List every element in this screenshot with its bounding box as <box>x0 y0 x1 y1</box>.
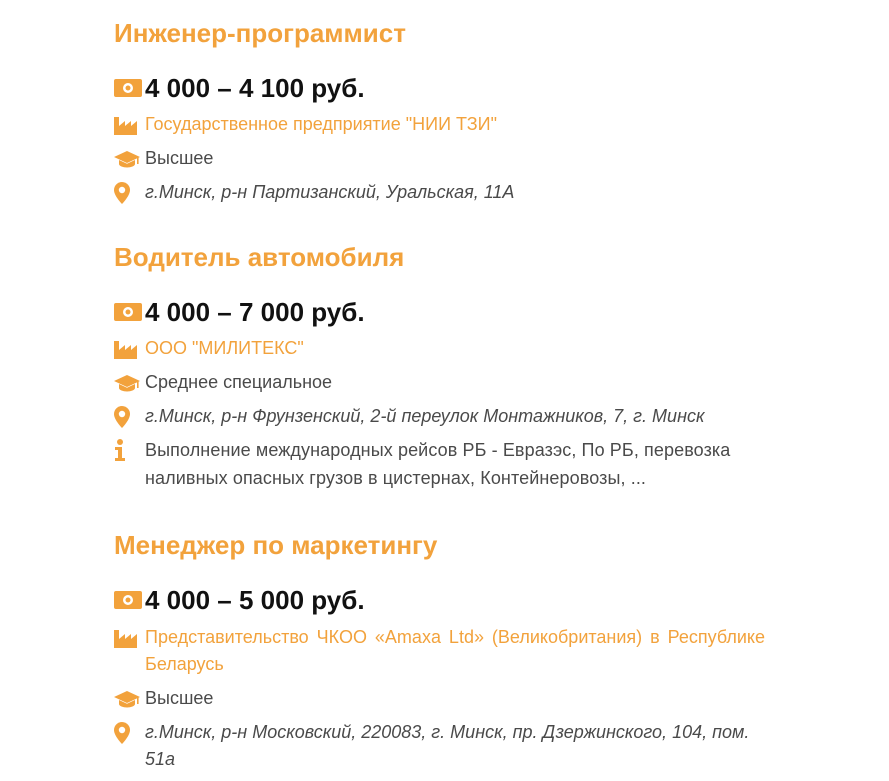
company-link[interactable]: Представительство ЧКОО «Amaxa Ltd» (Великобритания) в Республике Беларусь <box>145 627 765 674</box>
description-row <box>114 436 766 492</box>
salary-row <box>114 585 365 615</box>
money-icon <box>114 297 145 327</box>
factory-icon <box>114 111 145 138</box>
info-icon <box>114 436 145 464</box>
education-row <box>114 145 213 172</box>
factory-icon <box>114 624 145 651</box>
education-row <box>114 369 332 396</box>
map-pin-icon <box>114 179 145 206</box>
salary-value: 4 000 – 5 000 руб. <box>145 585 365 615</box>
money-icon <box>114 73 145 103</box>
salary-value: 4 000 – 7 000 руб. <box>145 297 365 327</box>
vacancy-card <box>114 530 766 769</box>
graduation-cap-icon <box>114 145 145 172</box>
factory-icon <box>114 335 145 362</box>
company-row <box>114 111 497 138</box>
address-row <box>114 403 704 430</box>
salary-row <box>114 73 365 103</box>
description-value: Выполнение международных рейсов РБ - Евразэс, По РБ, перевозка наливных опасных грузов в цистернах, Контейнеровозы, ... <box>145 440 731 488</box>
education-value: Среднее специальное <box>145 372 333 392</box>
address-row <box>114 719 766 773</box>
vacancy-card <box>114 242 766 488</box>
map-pin-icon <box>114 719 145 746</box>
money-icon <box>114 585 145 615</box>
company-row <box>114 335 304 362</box>
address-row <box>114 179 514 206</box>
education-value: Высшее <box>145 688 214 708</box>
company-link[interactable]: ООО "МИЛИТЕКС" <box>145 338 304 358</box>
vacancy-title[interactable]: Менеджер по маркетингу <box>114 530 438 560</box>
education-row <box>114 685 213 712</box>
salary-row <box>114 297 365 327</box>
address-value: г.Минск, р-н Партизанский, Уральская, 11А <box>145 182 515 202</box>
company-row <box>114 624 766 678</box>
vacancy-card <box>114 18 766 202</box>
map-pin-icon <box>114 403 145 430</box>
graduation-cap-icon <box>114 369 145 396</box>
graduation-cap-icon <box>114 685 145 712</box>
salary-value: 4 000 – 4 100 руб. <box>145 73 365 103</box>
vacancy-title[interactable]: Инженер-программист <box>114 18 406 48</box>
address-value: г.Минск, р-н Фрунзенский, 2-й переулок Монтажников, 7, г. Минск <box>145 406 705 426</box>
company-link[interactable]: Государственное предприятие "НИИ ТЗИ" <box>145 114 498 134</box>
vacancy-title[interactable]: Водитель автомобиля <box>114 242 405 272</box>
address-value: г.Минск, р-н Московский, 220083, г. Минск, пр. Дзержинского, 104, пом. 51а <box>145 722 750 769</box>
education-value: Высшее <box>145 148 214 168</box>
